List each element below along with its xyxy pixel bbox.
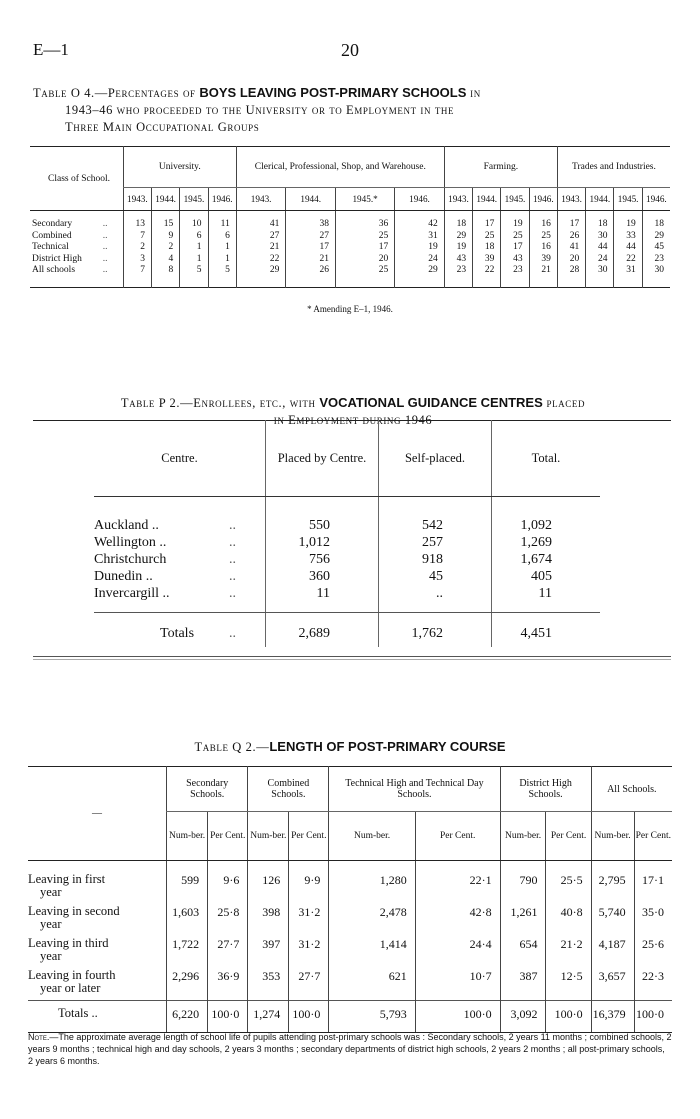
table-cell-placed: 360 bbox=[266, 568, 379, 585]
table-cell: 26 bbox=[557, 231, 585, 243]
table-cell-placed: 11 bbox=[266, 585, 379, 613]
table-cell-placed: 550 bbox=[266, 497, 379, 535]
table-o4 bbox=[30, 146, 670, 288]
number-header: Num-ber. bbox=[500, 812, 546, 861]
totals-cell: 100·0 bbox=[634, 1001, 672, 1033]
page-ref: E—1 bbox=[33, 40, 69, 59]
year-header: 1946. bbox=[642, 188, 670, 211]
year-header: 1945. bbox=[614, 188, 642, 211]
table-cell: 36·9 bbox=[208, 968, 248, 1001]
table-cell: 25 bbox=[473, 231, 501, 243]
table-cell: 1 bbox=[208, 242, 236, 254]
table-row bbox=[30, 265, 670, 287]
table-cell-self: 45 bbox=[379, 568, 492, 585]
year-header: 1943. bbox=[444, 188, 472, 211]
table-cell: 23 bbox=[501, 265, 529, 287]
table-cell: 1 bbox=[208, 254, 236, 266]
group-header-technical: Technical High and Technical Day Schools. bbox=[329, 767, 500, 812]
table-cell: 9 bbox=[151, 231, 179, 243]
year-header: 1944. bbox=[473, 188, 501, 211]
totals-cell: 100·0 bbox=[415, 1001, 500, 1033]
table-cell: 21 bbox=[286, 254, 336, 266]
totals-cell: 5,793 bbox=[329, 1001, 415, 1033]
table-cell-self: 918 bbox=[379, 551, 492, 568]
row-label: All schools bbox=[32, 265, 76, 275]
number-header: Num-ber. bbox=[329, 812, 415, 861]
table-row bbox=[94, 585, 600, 613]
percent-header: Per Cent. bbox=[415, 812, 500, 861]
table-cell: 15 bbox=[151, 211, 179, 231]
table-o4-title-bold: BOYS LEAVING POST-PRIMARY SCHOOLS bbox=[199, 85, 467, 100]
row-dots: .. bbox=[102, 265, 108, 275]
table-cell: 27 bbox=[236, 231, 286, 243]
table-cell: 24 bbox=[586, 254, 614, 266]
group-header-all: All Schools. bbox=[591, 767, 672, 812]
table-cell-self: 542 bbox=[379, 497, 492, 535]
row-label bbox=[28, 936, 167, 968]
table-o4-footnote: * Amending E–1, 1946. bbox=[307, 304, 393, 314]
table-cell: 2,795 bbox=[591, 861, 634, 905]
row-label-line1: Leaving in first bbox=[28, 872, 106, 886]
class-of-school-header: Class of School. bbox=[30, 147, 123, 211]
totals-cell: 100·0 bbox=[546, 1001, 591, 1033]
table-cell: 1,722 bbox=[167, 936, 208, 968]
table-q2-note bbox=[28, 1031, 672, 1067]
table-cell: 18 bbox=[586, 211, 614, 231]
row-label-line1: Leaving in second bbox=[28, 904, 120, 918]
percent-header: Per Cent. bbox=[208, 812, 248, 861]
table-cell: 36 bbox=[335, 211, 394, 231]
table-cell: 126 bbox=[248, 861, 289, 905]
number-header: Num-ber. bbox=[591, 812, 634, 861]
table-cell: 25 bbox=[529, 231, 557, 243]
totals-cell-placed: 2,689 bbox=[266, 613, 379, 648]
year-header: 1943. bbox=[557, 188, 585, 211]
table-row bbox=[30, 254, 670, 266]
table-row bbox=[28, 936, 672, 968]
row-dots: .. bbox=[229, 535, 236, 550]
self-placed-header: Self-placed. bbox=[379, 420, 492, 497]
centre-name: Dunedin .. bbox=[94, 569, 153, 584]
table-cell: 2 bbox=[123, 242, 151, 254]
row-dots: .. bbox=[102, 242, 108, 252]
table-cell: 3,657 bbox=[591, 968, 634, 1001]
table-cell: 17·1 bbox=[634, 861, 672, 905]
page-number: 20 bbox=[341, 40, 359, 60]
table-cell: 33 bbox=[614, 231, 642, 243]
table-row bbox=[28, 861, 672, 905]
totals-cell: 1,274 bbox=[248, 1001, 289, 1033]
table-cell: 22 bbox=[473, 265, 501, 287]
row-dots: .. bbox=[229, 569, 236, 584]
table-cell: 5,740 bbox=[591, 904, 634, 936]
note-label: Note. bbox=[28, 1032, 50, 1042]
table-cell: 7 bbox=[123, 265, 151, 287]
row-label-line1: Leaving in fourth bbox=[28, 968, 116, 982]
table-cell: 18 bbox=[642, 211, 670, 231]
table-cell: 22·1 bbox=[415, 861, 500, 905]
table-cell: 1,261 bbox=[500, 904, 546, 936]
table-cell: 24 bbox=[395, 254, 445, 266]
group-header-trades: Trades and Industries. bbox=[557, 147, 670, 188]
table-q2 bbox=[28, 766, 672, 1033]
table-p2-title-prefix: Table P 2.—Enrollees, etc., with bbox=[120, 396, 316, 410]
year-header: 1944. bbox=[286, 188, 336, 211]
table-cell: 39 bbox=[529, 254, 557, 266]
table-cell: 44 bbox=[614, 242, 642, 254]
table-cell: 23 bbox=[444, 265, 472, 287]
table-row bbox=[94, 534, 600, 551]
table-cell: 41 bbox=[557, 242, 585, 254]
table-cell-total: 1,674 bbox=[492, 551, 601, 568]
table-cell: 25·6 bbox=[634, 936, 672, 968]
table-cell: 2,296 bbox=[167, 968, 208, 1001]
table-cell: 25·5 bbox=[546, 861, 591, 905]
row-dots: .. bbox=[102, 253, 108, 264]
table-p2-bottom-rule bbox=[33, 656, 671, 660]
table-cell: 21 bbox=[529, 265, 557, 287]
table-q2-title bbox=[0, 738, 700, 756]
table-cell: 16 bbox=[529, 242, 557, 254]
row-label bbox=[28, 861, 167, 905]
table-cell: 17 bbox=[501, 242, 529, 254]
note-text: —The approximate average length of school life of pupils attending post-primary schools was : Secondary schools, 2 years 11 months ; combined schools, 2 years 9 months ; technical high and day schools, 2 years 3 months ; secondary departments of district high schools, 2 years 2 months ; all post-primary schools, 2 years 6 months. bbox=[28, 1032, 672, 1066]
table-cell: 19 bbox=[614, 211, 642, 231]
table-o4-title-line3: Three Main Occupational Groups bbox=[65, 120, 260, 134]
table-cell: 29 bbox=[236, 265, 286, 287]
table-cell: 25·8 bbox=[208, 904, 248, 936]
year-header: 1943. bbox=[236, 188, 286, 211]
row-label bbox=[28, 904, 167, 936]
row-dots: .. bbox=[229, 552, 236, 567]
year-header: 1946. bbox=[208, 188, 236, 211]
table-cell: 41 bbox=[236, 211, 286, 231]
table-cell: 18 bbox=[444, 211, 472, 231]
table-cell: 5 bbox=[180, 265, 208, 287]
table-o4-title bbox=[33, 84, 673, 136]
table-cell: 23 bbox=[642, 254, 670, 266]
table-p2-title-mid: placed bbox=[546, 396, 586, 410]
centre-header: Centre. bbox=[94, 420, 266, 497]
year-header: 1945.* bbox=[335, 188, 394, 211]
totals-row bbox=[94, 613, 600, 648]
table-cell: 31·2 bbox=[289, 936, 329, 968]
table-cell-total: 1,092 bbox=[492, 497, 601, 535]
table-cell: 27·7 bbox=[289, 968, 329, 1001]
percent-header: Per Cent. bbox=[289, 812, 329, 861]
table-cell: 24·4 bbox=[415, 936, 500, 968]
row-label-header: — bbox=[28, 767, 167, 861]
table-cell: 17 bbox=[557, 211, 585, 231]
year-header: 1943. bbox=[123, 188, 151, 211]
table-cell: 5 bbox=[208, 265, 236, 287]
table-cell-total: 405 bbox=[492, 568, 601, 585]
year-header: 1944. bbox=[586, 188, 614, 211]
table-o4-title-line2: 1943–46 who proceeded to the University or to Employment in the bbox=[65, 103, 455, 117]
table-cell: 27·7 bbox=[208, 936, 248, 968]
table-cell: 7 bbox=[123, 231, 151, 243]
table-cell: 22 bbox=[236, 254, 286, 266]
table-cell: 22 bbox=[614, 254, 642, 266]
table-cell: 26 bbox=[286, 265, 336, 287]
group-header-clerical: Clerical, Professional, Shop, and Warehouse. bbox=[236, 147, 444, 188]
table-row bbox=[28, 968, 672, 1001]
table-cell-placed: 1,012 bbox=[266, 534, 379, 551]
table-cell: 40·8 bbox=[546, 904, 591, 936]
table-cell: 22·3 bbox=[634, 968, 672, 1001]
table-cell: 43 bbox=[501, 254, 529, 266]
table-cell: 17 bbox=[335, 242, 394, 254]
table-cell: 43 bbox=[444, 254, 472, 266]
year-header: 1945. bbox=[501, 188, 529, 211]
table-cell: 790 bbox=[500, 861, 546, 905]
table-row bbox=[94, 551, 600, 568]
year-header: 1946. bbox=[529, 188, 557, 211]
table-p2-title-line2: in Employment during 1946 bbox=[273, 413, 433, 427]
table-cell: 19 bbox=[501, 211, 529, 231]
table-cell: 35·0 bbox=[634, 904, 672, 936]
group-header-combined: Combined Schools. bbox=[248, 767, 329, 812]
row-dots: .. bbox=[229, 518, 236, 533]
table-cell: 39 bbox=[473, 254, 501, 266]
table-cell: 2 bbox=[151, 242, 179, 254]
table-cell: 25 bbox=[335, 231, 394, 243]
table-row bbox=[30, 231, 670, 243]
year-header: 1946. bbox=[395, 188, 445, 211]
table-cell: 9·9 bbox=[289, 861, 329, 905]
row-label-line2: year or later bbox=[40, 981, 101, 995]
total-header: Total. bbox=[492, 420, 601, 497]
percent-header: Per Cent. bbox=[634, 812, 672, 861]
table-row bbox=[28, 904, 672, 936]
row-dots: .. bbox=[102, 219, 108, 229]
table-cell: 4,187 bbox=[591, 936, 634, 968]
centre-name: Wellington .. bbox=[94, 535, 167, 550]
table-q2-title-prefix: Table Q 2.— bbox=[194, 740, 270, 754]
totals-cell: 16,379 bbox=[591, 1001, 634, 1033]
group-header-university: University. bbox=[123, 147, 236, 188]
centre-name: Auckland .. bbox=[94, 518, 159, 533]
table-cell: 25 bbox=[335, 265, 394, 287]
table-row bbox=[30, 211, 670, 231]
table-cell: 2,478 bbox=[329, 904, 415, 936]
table-cell: 16 bbox=[529, 211, 557, 231]
number-header: Num-ber. bbox=[248, 812, 289, 861]
number-header: Num-ber. bbox=[167, 812, 208, 861]
table-cell: 13 bbox=[123, 211, 151, 231]
table-cell: 1 bbox=[180, 254, 208, 266]
totals-cell: 3,092 bbox=[500, 1001, 546, 1033]
table-cell: 353 bbox=[248, 968, 289, 1001]
table-cell: 4 bbox=[151, 254, 179, 266]
table-cell: 38 bbox=[286, 211, 336, 231]
table-cell: 30 bbox=[586, 265, 614, 287]
table-p2 bbox=[94, 420, 600, 647]
row-dots: .. bbox=[229, 625, 236, 641]
table-cell: 27 bbox=[286, 231, 336, 243]
totals-label: Totals bbox=[160, 625, 195, 641]
row-label: Technical bbox=[32, 242, 69, 252]
table-cell: 29 bbox=[642, 231, 670, 243]
table-o4-title-prefix: Table O 4.—Percentages of bbox=[33, 86, 196, 100]
table-cell: 599 bbox=[167, 861, 208, 905]
row-label-line2: year bbox=[40, 949, 62, 963]
table-cell: 29 bbox=[444, 231, 472, 243]
totals-cell: 100·0 bbox=[208, 1001, 248, 1033]
row-label-line2: year bbox=[40, 885, 62, 899]
table-cell: 42 bbox=[395, 211, 445, 231]
table-cell: 19 bbox=[395, 242, 445, 254]
table-cell: 42·8 bbox=[415, 904, 500, 936]
table-cell: 6 bbox=[180, 231, 208, 243]
table-cell: 398 bbox=[248, 904, 289, 936]
table-cell: 31 bbox=[395, 231, 445, 243]
table-cell-total: 1,269 bbox=[492, 534, 601, 551]
table-q2-title-bold: LENGTH OF POST-PRIMARY COURSE bbox=[269, 739, 506, 754]
table-o4-title-mid: in bbox=[470, 86, 481, 100]
centre-name: Christchurch bbox=[94, 552, 167, 567]
table-cell: 10·7 bbox=[415, 968, 500, 1001]
table-cell: 3 bbox=[123, 254, 151, 266]
row-label: Secondary bbox=[32, 219, 73, 229]
row-label: District High bbox=[32, 253, 82, 264]
table-row bbox=[94, 497, 600, 535]
table-cell: 12·5 bbox=[546, 968, 591, 1001]
totals-cell: 100·0 bbox=[289, 1001, 329, 1033]
table-cell: 621 bbox=[329, 968, 415, 1001]
table-cell: 654 bbox=[500, 936, 546, 968]
totals-cell-self: 1,762 bbox=[379, 613, 492, 648]
year-header: 1944. bbox=[151, 188, 179, 211]
row-label: Combined bbox=[32, 230, 72, 241]
year-header: 1945. bbox=[180, 188, 208, 211]
percent-header: Per Cent. bbox=[546, 812, 591, 861]
table-cell: 1 bbox=[180, 242, 208, 254]
table-cell: 28 bbox=[557, 265, 585, 287]
table-cell: 9·6 bbox=[208, 861, 248, 905]
row-label-line1: Leaving in third bbox=[28, 936, 109, 950]
table-cell: 6 bbox=[208, 231, 236, 243]
table-cell: 10 bbox=[180, 211, 208, 231]
placed-header: Placed by Centre. bbox=[266, 420, 379, 497]
table-cell-placed: 756 bbox=[266, 551, 379, 568]
table-cell: 17 bbox=[286, 242, 336, 254]
table-cell: 29 bbox=[395, 265, 445, 287]
table-cell: 8 bbox=[151, 265, 179, 287]
table-cell: 20 bbox=[335, 254, 394, 266]
row-dots: .. bbox=[229, 585, 266, 613]
table-row bbox=[30, 242, 670, 254]
table-cell: 17 bbox=[473, 211, 501, 231]
table-cell: 18 bbox=[473, 242, 501, 254]
table-cell: 31·2 bbox=[289, 904, 329, 936]
table-cell: 44 bbox=[586, 242, 614, 254]
table-cell: 31 bbox=[614, 265, 642, 287]
table-cell-self: 257 bbox=[379, 534, 492, 551]
page-header bbox=[33, 40, 667, 64]
group-header-secondary: Secondary Schools. bbox=[167, 767, 248, 812]
table-cell: 11 bbox=[208, 211, 236, 231]
table-cell: 1,414 bbox=[329, 936, 415, 968]
table-cell: 20 bbox=[557, 254, 585, 266]
table-cell: 21·2 bbox=[546, 936, 591, 968]
group-header-farming: Farming. bbox=[444, 147, 557, 188]
table-cell-self: .. bbox=[379, 585, 492, 613]
row-dots: .. bbox=[102, 230, 108, 241]
table-cell: 1,603 bbox=[167, 904, 208, 936]
table-cell: 397 bbox=[248, 936, 289, 968]
group-header-district-high: District High Schools. bbox=[500, 767, 591, 812]
table-cell: 1,280 bbox=[329, 861, 415, 905]
table-cell: 387 bbox=[500, 968, 546, 1001]
table-p2-title-bold: VOCATIONAL GUIDANCE CENTRES bbox=[319, 395, 543, 410]
totals-cell: 6,220 bbox=[167, 1001, 208, 1033]
totals-row bbox=[28, 1001, 672, 1033]
table-cell: 30 bbox=[642, 265, 670, 287]
totals-label: Totals .. bbox=[28, 1001, 167, 1033]
totals-cell-total: 4,451 bbox=[492, 613, 601, 648]
table-cell: 30 bbox=[586, 231, 614, 243]
table-cell: 21 bbox=[236, 242, 286, 254]
centre-name: Invercargill .. bbox=[94, 585, 229, 613]
table-cell: 25 bbox=[501, 231, 529, 243]
row-label-line2: year bbox=[40, 917, 62, 931]
table-cell: 45 bbox=[642, 242, 670, 254]
table-cell-total: 11 bbox=[492, 585, 601, 613]
table-cell: 19 bbox=[444, 242, 472, 254]
row-label bbox=[28, 968, 167, 1001]
table-row bbox=[94, 568, 600, 585]
